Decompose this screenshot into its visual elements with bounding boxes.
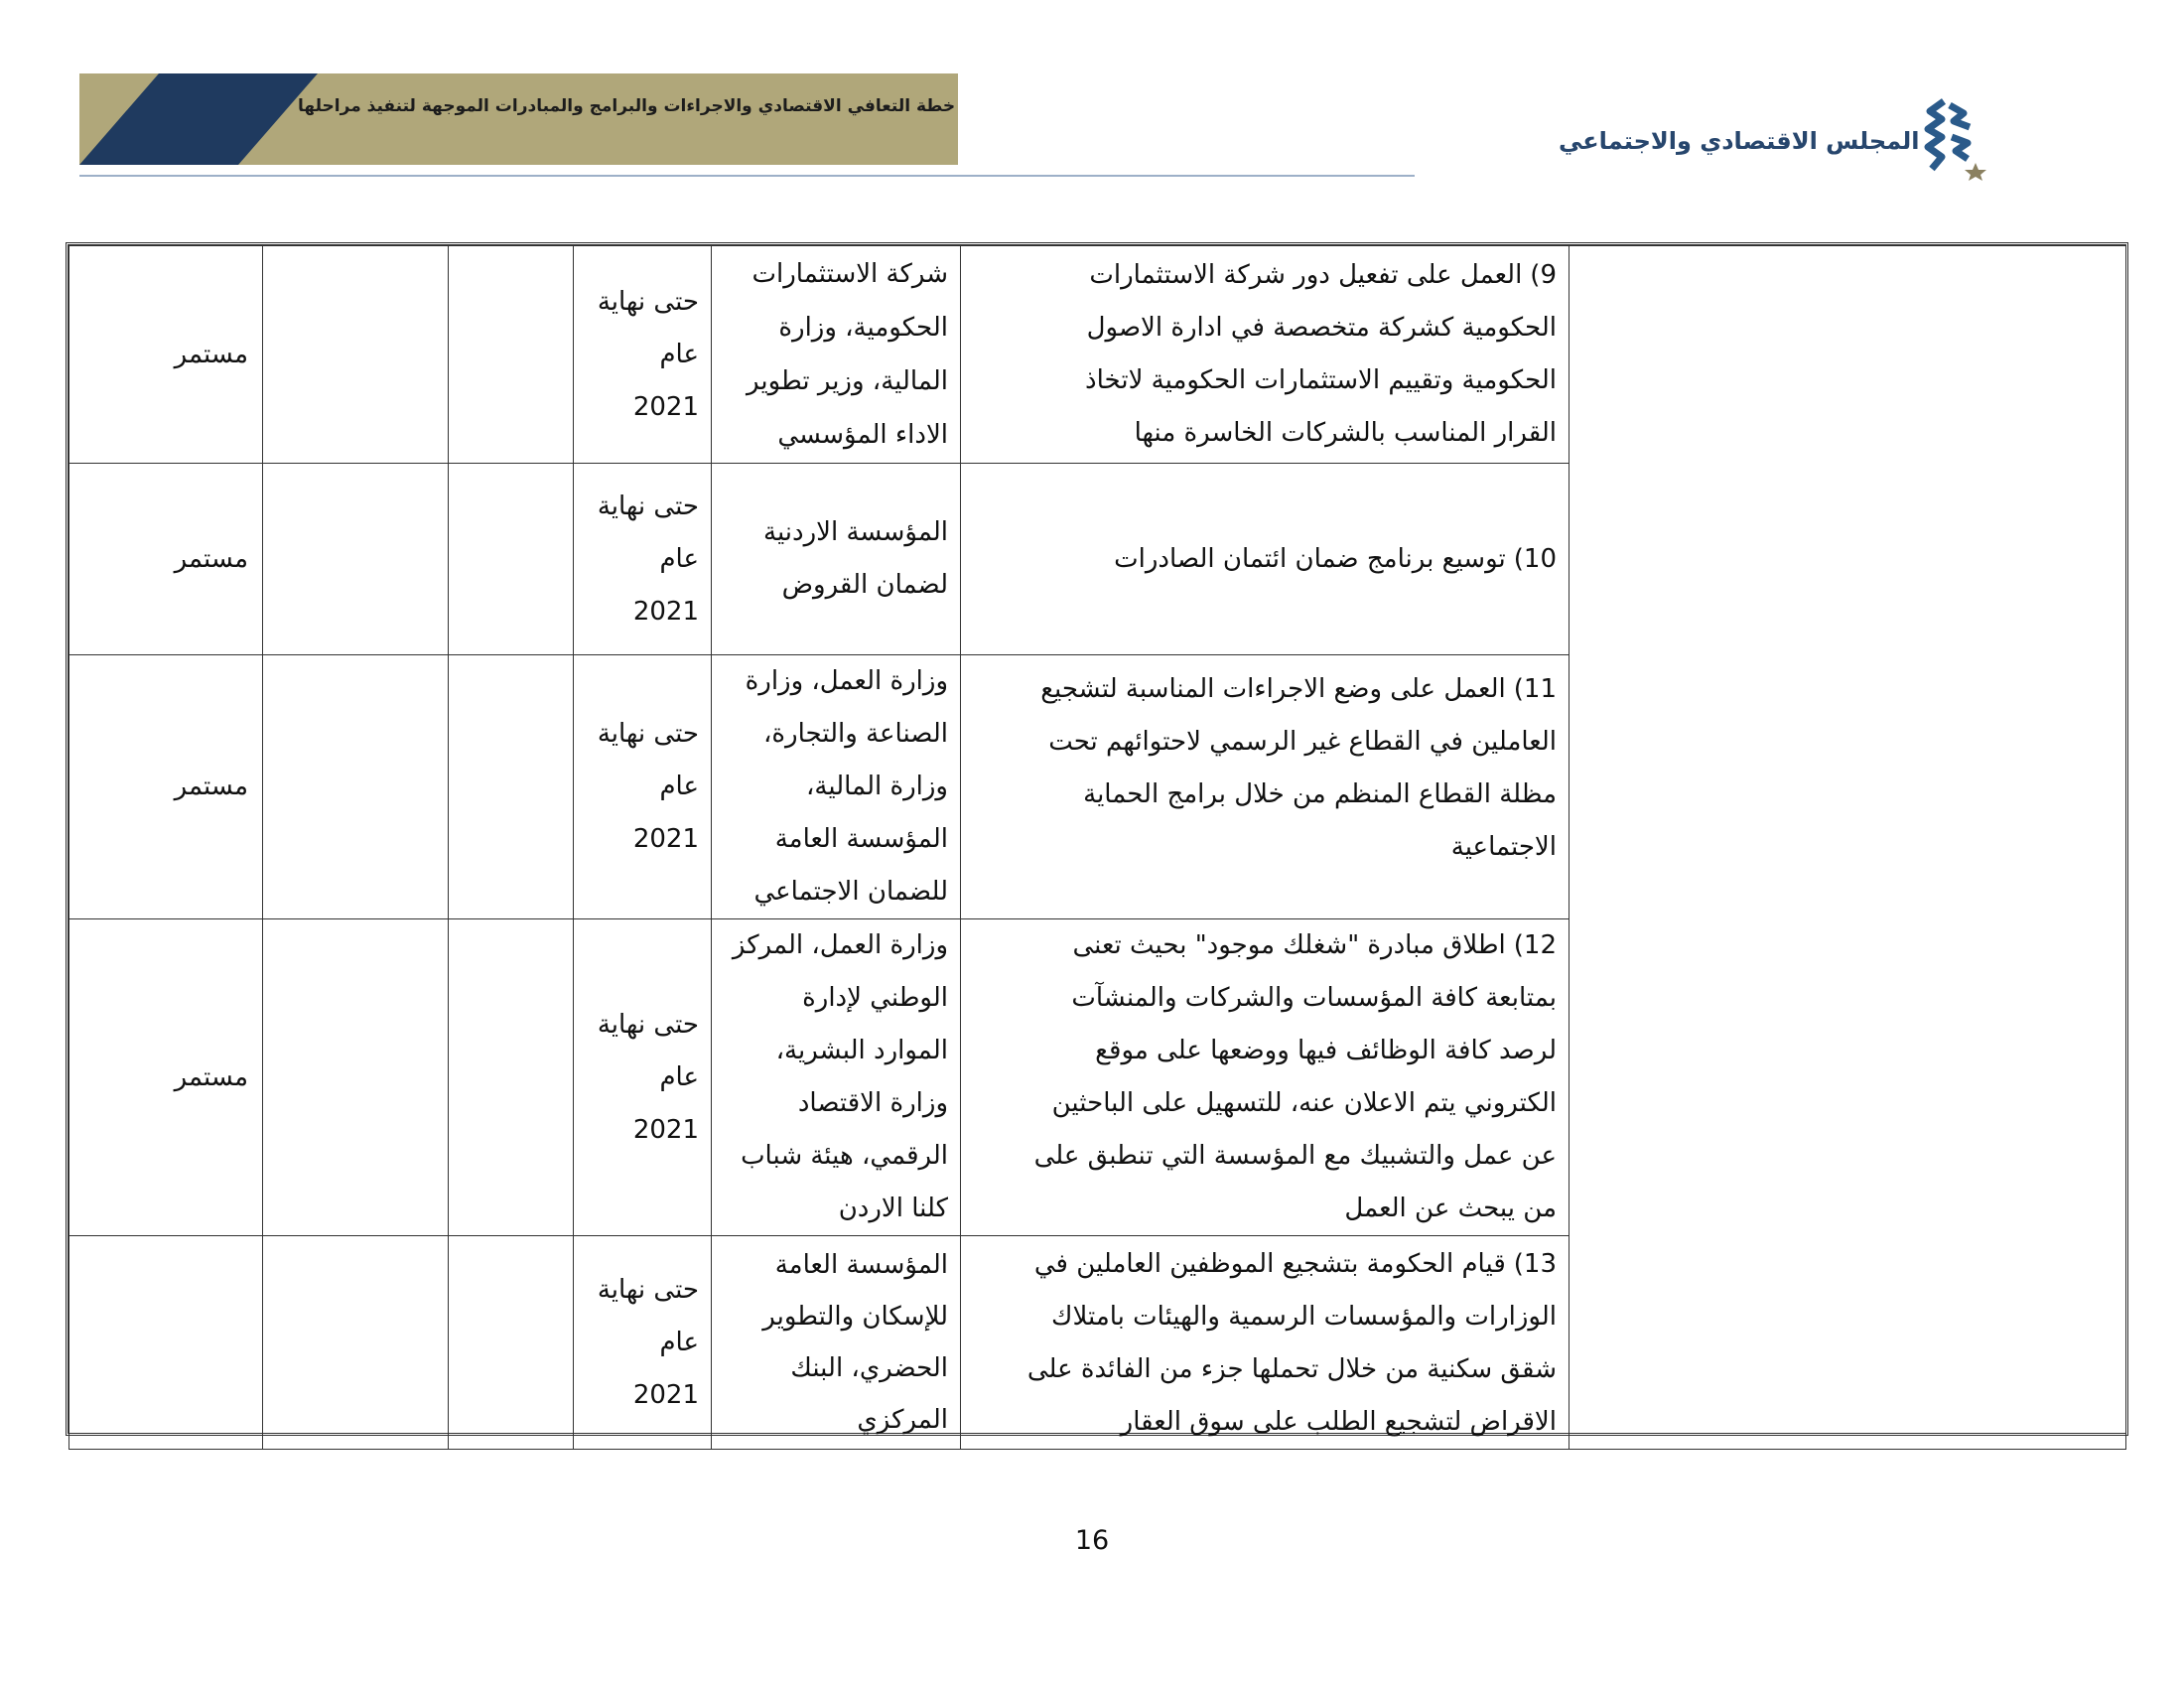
item-number: 12) <box>1513 930 1557 960</box>
item-number: 10) <box>1513 543 1557 574</box>
empty-cell <box>263 246 449 464</box>
council-logo-icon <box>1906 97 1995 181</box>
empty-cell <box>263 1236 449 1450</box>
entities-cell: المؤسسة الاردنية لضمان القروض <box>712 464 961 655</box>
timeline-cell: حتى نهاية عام 2021 <box>574 1236 712 1450</box>
empty-cell <box>449 246 574 464</box>
initiative-text: العمل على وضع الاجراءات المناسبة لتشجيع العاملين في القطاع غير الرسمي لاحتوائهم تحت مظلة القطاع المنظم من خلال برامج الحماية الاجتماعية <box>1040 674 1557 862</box>
initiatives-table <box>68 245 2126 1450</box>
status-cell: مستمر <box>69 655 263 919</box>
empty-cell <box>449 464 574 655</box>
initiative-text: العمل على تفعيل دور شركة الاستثمارات الحكومية كشركة متخصصة في ادارة الاصول الحكومية وتقييم الاستثمارات الحكومية لاتخاذ القرار المناسب بالشركات الخاسرة منها <box>1085 260 1557 448</box>
initiative-cell <box>961 246 1570 464</box>
item-number: 9) <box>1530 260 1557 290</box>
status-cell: مستمر <box>69 246 263 464</box>
organization-name: المجلس الاقتصادي والاجتماعي <box>1559 127 1920 155</box>
item-number: 13) <box>1513 1249 1557 1279</box>
initiative-cell <box>961 655 1570 919</box>
entities-cell: المؤسسة العامة للإسكان والتطوير الحضري، البنك المركزي <box>712 1236 961 1450</box>
initiative-cell <box>961 1236 1570 1450</box>
page-number: 16 <box>1074 1525 1110 1556</box>
initiative-text: قيام الحكومة بتشجيع الموظفين العاملين في الوزارات والمؤسسات الرسمية والهيئات بامتلاك شقق سكنية من خلال تحملها جزء من الفائدة على الاقراض لتشجيع الطلب على سوق العقار <box>1026 1249 1557 1437</box>
entities-cell: وزارة العمل، وزارة الصناعة والتجارة، وزارة المالية، المؤسسة العامة للضمان الاجتماعي <box>712 655 961 919</box>
header-divider <box>79 175 1415 177</box>
initiative-text: اطلاق مبادرة "شغلك موجود" بحيث تعنى بمتابعة كافة المؤسسات والشركات والمنشآت لرصد كافة الوظائف فيها ووضعها على موقع الكتروني يتم الاعلان عنه، للتسهيل على الباحثين عن عمل والتشبيك مع المؤسسة التي تنطبق على من يبحث عن العمل <box>1033 930 1557 1223</box>
table-row <box>69 246 2126 464</box>
item-number: 11) <box>1513 674 1557 704</box>
timeline-cell: حتى نهاية عام 2021 <box>574 246 712 464</box>
timeline-cell: حتى نهاية عام 2021 <box>574 464 712 655</box>
status-cell <box>69 1236 263 1450</box>
banner-title: خطة التعافي الاقتصادي والاجراءات والبرامج والمبادرات الموجهة لتنفيذ مراحلها <box>298 96 956 116</box>
status-cell: مستمر <box>69 464 263 655</box>
initiative-text: توسيع برنامج ضمان ائتمان الصادرات <box>1114 543 1506 574</box>
status-cell: مستمر <box>69 919 263 1236</box>
timeline-cell: حتى نهاية عام 2021 <box>574 919 712 1236</box>
empty-cell <box>449 655 574 919</box>
empty-cell <box>263 919 449 1236</box>
empty-cell <box>449 919 574 1236</box>
entities-cell: شركة الاستثمارات الحكومية، وزارة المالية، وزير تطوير الاداء المؤسسي <box>712 246 961 464</box>
initiative-cell <box>961 919 1570 1236</box>
empty-cell <box>263 655 449 919</box>
empty-cell <box>263 464 449 655</box>
empty-cell <box>449 1236 574 1450</box>
timeline-cell: حتى نهاية عام 2021 <box>574 655 712 919</box>
initiative-cell <box>961 464 1570 655</box>
empty-cell <box>1570 246 2126 1450</box>
entities-cell: وزارة العمل، المركز الوطني لإدارة الموارد البشرية، وزارة الاقتصاد الرقمي، هيئة شباب كلنا الاردن <box>712 919 961 1236</box>
